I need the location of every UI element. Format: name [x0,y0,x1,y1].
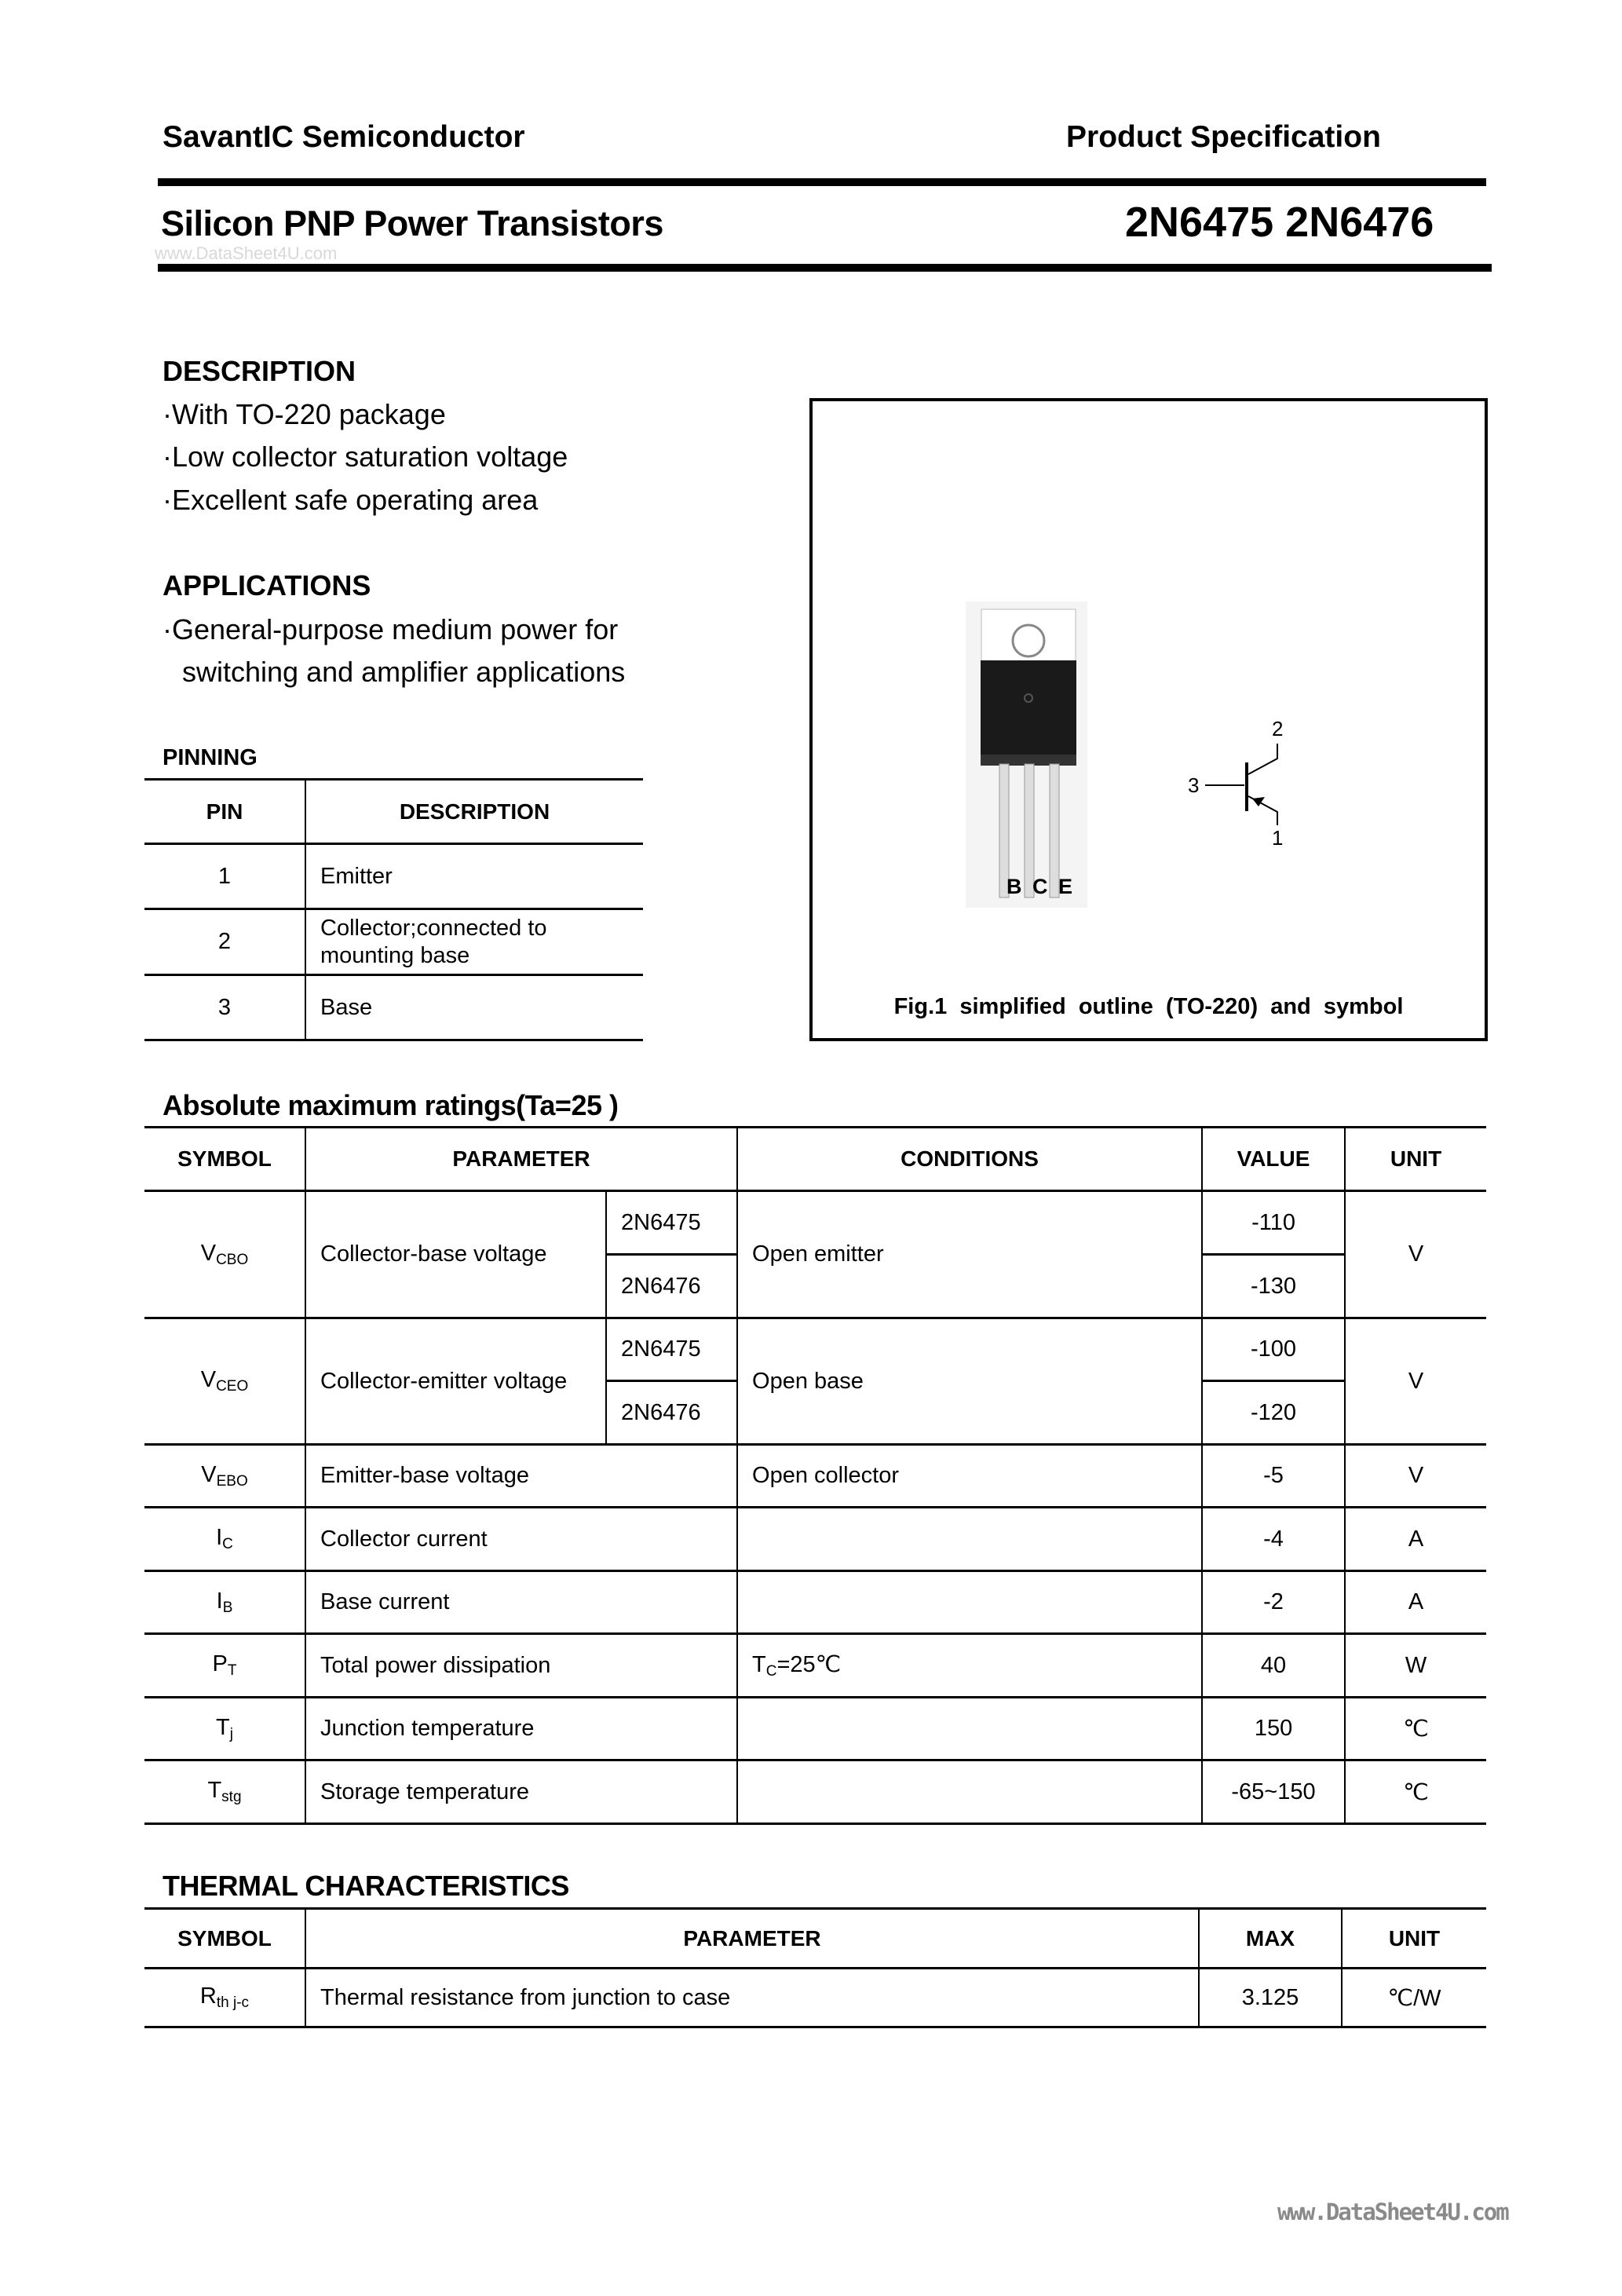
lead-label-c: C [1032,875,1048,898]
symbol-pin-base: 3 [1188,773,1200,797]
table-row: $V_{CBO}$ Collector-base voltage 2N6475 Open emitter -110 V [144,1191,1486,1255]
footer-watermark: www.DataSheet4U.com [1277,2199,1508,2225]
symbol-pin-collector: 2 [1272,717,1284,740]
watermark-header: www.DataSheet4U.com [155,243,338,263]
table-row: $P_T$ Total power dissipation $T_C=25℃$ 40 W [144,1634,1486,1698]
symbol-pin-emitter: 1 [1272,826,1284,850]
table-row: 2N6476 -120 [144,1381,1486,1445]
applications-item: switching and amplifier applications [182,656,626,688]
table-row: $I_C$ Collector current -4 A [144,1508,1486,1571]
table-row: 2 Collector;connected to mounting base [144,909,643,975]
thermal-table: SYMBOL PARAMETER MAX UNIT $R_{th j-c}$ Thermal resistance from junction to case 3.125 ℃/W [144,1907,1486,2028]
header-rule-bottom [158,264,1492,272]
thermal-heading: THERMAL CHARACTERISTICS [163,1870,569,1902]
pinning-heading: PINNING [163,745,258,770]
pin-col-header: PIN [144,780,305,844]
part-numbers: 2N6475 2N6476 [1125,199,1434,246]
description-item: ·Low collector saturation voltage [163,441,568,473]
page-title: Silicon PNP Power Transistors [161,203,663,243]
doc-type: Product Specification [1066,120,1381,154]
table-row: 2N6476 -130 [144,1255,1486,1318]
description-item: ·Excellent safe operating area [163,484,539,516]
company-name: SavantIC Semiconductor [163,120,525,154]
table-row: 1 Emitter [144,844,643,909]
ratings-heading: Absolute maximum ratings(Ta=25 ) [163,1089,619,1121]
applications-heading: APPLICATIONS [163,569,371,601]
table-row: $I_B$ Base current -2 A [144,1571,1486,1634]
table-row: $V_{CEO}$ Collector-emitter voltage 2N6475 Open base -100 V [144,1318,1486,1381]
header-rule-top [158,178,1486,186]
table-row: $V_{EBO}$ Emitter-base voltage Open collector -5 V [144,1445,1486,1508]
table-row: $T_j$ Junction temperature 150 ℃ [144,1698,1486,1760]
figure-box [809,398,1488,1041]
lead-label-e: E [1058,875,1073,898]
table-row: $R_{th j-c}$ Thermal resistance from junction to case 3.125 ℃/W [144,1969,1486,2027]
table-row: $T_{stg}$ Storage temperature -65~150 ℃ [144,1760,1486,1824]
ratings-table: SYMBOL PARAMETER CONDITIONS VALUE UNIT $V_{CBO}$ Collector-base voltage 2N6475 Open emitter -110 V 2N6476 -130 $V_{CEO}$ Collector-emitter voltage 2N6475 Open base -100 V 2N6476 -120 $V_{EBO}$ Emitter-base voltage Open collector -5 V $I_C$ Collector current -4 A $I_B$ Base current -2 A $P_T$ Total power dissipation $T_C=25℃$ 40 W $T_j$ Junction temperature 150 ℃ $T_{stg}$ Storage temperature -65~150 ℃ [144,1126,1486,1825]
description-item: ·With TO-220 package [163,398,446,430]
description-heading: DESCRIPTION [163,355,356,387]
figure-caption: Fig.1 simplified outline (TO-220) and symbol [893,994,1404,1019]
pinning-table [144,778,643,1041]
lead-label-b: B [1006,875,1022,898]
applications-item: ·General-purpose medium power for [163,613,619,645]
pin-desc-col-header: DESCRIPTION [305,780,643,844]
table-row: 3 Base [144,975,643,1040]
pnp-transistor-symbol-icon [813,401,1485,1038]
